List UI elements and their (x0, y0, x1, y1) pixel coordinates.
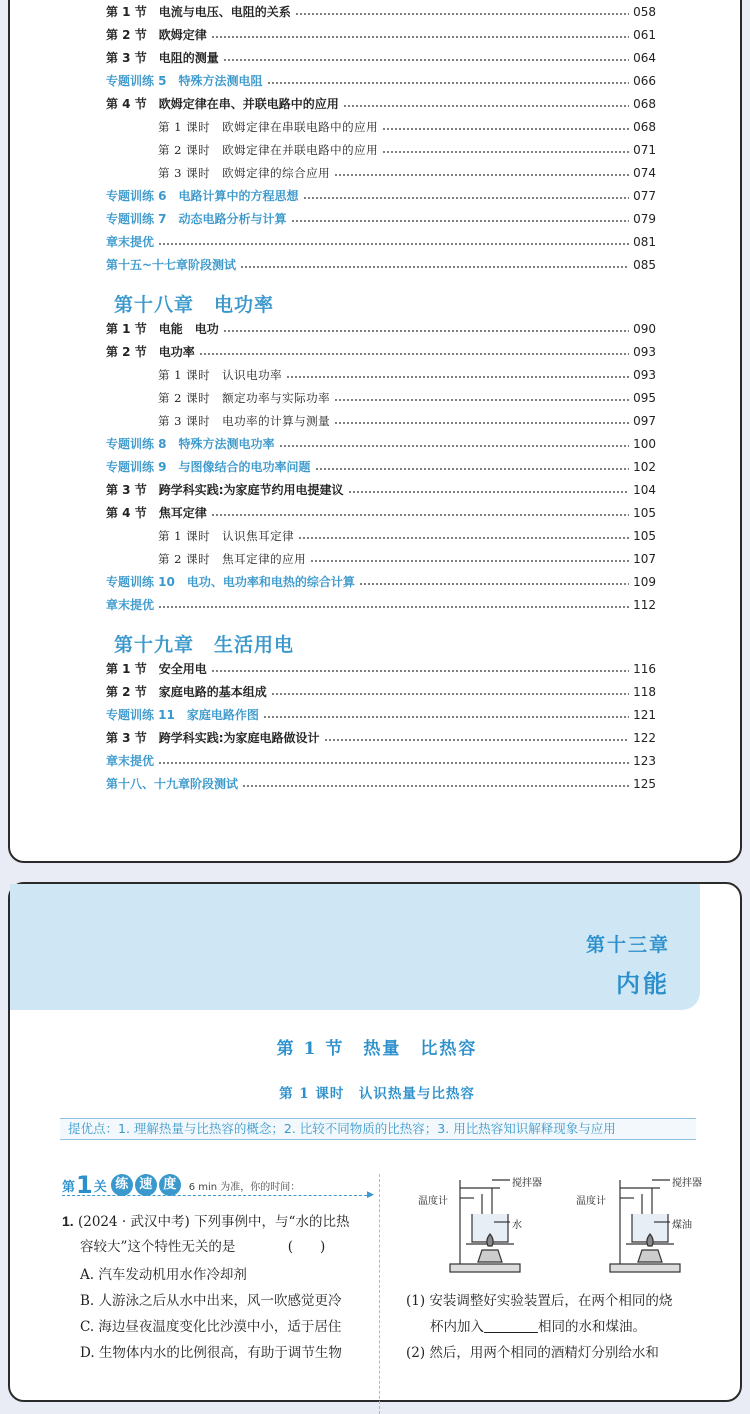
toc-entry[interactable] (158, 526, 656, 546)
dot-leader (359, 583, 629, 585)
toc-page-number: 064 (633, 51, 656, 65)
toc-page-number: 081 (633, 235, 656, 249)
dot-leader (382, 128, 629, 130)
dot-leader (158, 606, 629, 608)
toc-entry-title: 第 2 课时 欧姆定律在并联电路中的应用 (158, 143, 379, 157)
toc-entry-title: 专题训练 11 家庭电路作图 (106, 708, 259, 722)
toc-page-number: 066 (633, 74, 656, 88)
toc-page-number: 105 (633, 529, 656, 543)
toc-entry-title: 第 3 课时 欧姆定律的综合应用 (158, 166, 331, 180)
toc-entry-title: 章末提优 (106, 598, 155, 612)
toc-entry[interactable] (106, 319, 656, 339)
toc-page-number: 074 (633, 166, 656, 180)
toc-entry[interactable] (158, 549, 656, 569)
toc-page-number: 090 (633, 322, 656, 336)
toc-entry[interactable] (106, 705, 656, 725)
section-title: 第 1 节 热量 比热容 (276, 1039, 478, 1059)
toc-entry-title: 第 1 节 安全用电 (106, 662, 207, 676)
timing-note: 6 min 为准，你的时间： (188, 1181, 301, 1193)
toc-entry-title: 第十五~十七章阶段测试 (106, 258, 237, 272)
experiment-figure (418, 1174, 720, 1279)
toc-entry[interactable] (106, 209, 656, 229)
toc-entry[interactable] (106, 595, 656, 615)
speed-chip: 度 (159, 1174, 181, 1196)
column-divider (379, 1174, 380, 1414)
toc-page-number: 102 (633, 460, 656, 474)
dot-leader (211, 36, 629, 38)
toc-entry[interactable] (106, 728, 656, 748)
arrow-right-icon: ▶ (367, 1190, 374, 1200)
toc-page-number: 107 (633, 552, 656, 566)
toc-entry[interactable] (106, 434, 656, 454)
label-oil: 煤油 (672, 1220, 692, 1231)
fill-in-blank[interactable] (484, 1317, 538, 1333)
key-points-bar: 提优点：1. 理解热量与比热容的概念；2. 比较不同物质的比热容；3. 用比热容知识解释现象与应用 (60, 1118, 696, 1140)
toc-entry[interactable] (158, 388, 656, 408)
dot-leader (382, 151, 629, 153)
toc-entry-title: 第 2 节 电功率 (106, 345, 195, 359)
option-d: D. 生物体内水的比例很高，有助于调节生物 (80, 1345, 342, 1361)
question-stem-text: 容较大”这个特性无关的是 (80, 1239, 236, 1255)
question-stem-line1 (62, 1208, 349, 1235)
option-c: C. 海边昼夜温度变化比沙漠中小，适于居住 (80, 1319, 342, 1335)
toc-entry-title: 第 3 课时 电功率的计算与测量 (158, 414, 331, 428)
chapter-number: 第十三章 (585, 934, 670, 956)
content-page (8, 882, 742, 1402)
toc-entry-title: 第 2 课时 焦耳定律的应用 (158, 552, 307, 566)
dot-leader (334, 399, 629, 401)
dot-leader (158, 243, 629, 245)
dot-leader (199, 353, 629, 355)
toc-page-number: 109 (633, 575, 656, 589)
toc-entry-title: 章末提优 (106, 235, 155, 249)
dot-leader (286, 376, 629, 378)
dot-leader (223, 59, 629, 61)
toc-page-number: 071 (633, 143, 656, 157)
level-suffix: 关 (93, 1179, 107, 1195)
toc-entry[interactable] (158, 117, 656, 137)
question-stem-line2 (80, 1234, 325, 1260)
dot-leader (334, 174, 629, 176)
toc-entry-title: 专题训练 8 特殊方法测电功率 (106, 437, 275, 451)
toc-entry[interactable] (106, 71, 656, 91)
toc-page-number: 100 (633, 437, 656, 451)
dot-leader (343, 105, 629, 107)
toc-entry[interactable] (106, 232, 656, 252)
toc-entry[interactable] (106, 572, 656, 592)
toc-entry-title: 第 3 节 跨学科实践:为家庭电路做设计 (106, 731, 320, 745)
toc-page-number: 125 (633, 777, 656, 791)
chapter-heading: 第十九章 生活用电 (114, 634, 295, 656)
toc-entry-title: 第 2 课时 额定功率与实际功率 (158, 391, 331, 405)
option-a: A. 汽车发动机用水作冷却剂 (80, 1267, 247, 1283)
dot-leader (291, 220, 630, 222)
toc-entry[interactable] (158, 163, 656, 183)
dot-leader (223, 330, 629, 332)
dot-leader (267, 82, 630, 84)
toc-page-number: 093 (633, 345, 656, 359)
toc-page-number: 093 (633, 368, 656, 382)
toc-page-number: 079 (633, 212, 656, 226)
toc-entry[interactable] (106, 94, 656, 114)
toc-entry-title: 第 2 节 家庭电路的基本组成 (106, 685, 267, 699)
toc-entry[interactable] (106, 774, 656, 794)
toc-entry[interactable] (106, 480, 656, 500)
toc-entry-title: 第 4 节 焦耳定律 (106, 506, 207, 520)
toc-entry[interactable] (106, 48, 656, 68)
lesson-title: 第 1 课时 认识热量与比热容 (279, 1086, 475, 1102)
toc-entry[interactable] (106, 659, 656, 679)
toc-page (8, 0, 742, 863)
toc-entry-title: 专题训练 5 特殊方法测电阻 (106, 74, 263, 88)
dot-leader (298, 537, 629, 539)
toc-entry-title: 第 1 课时 认识电功率 (158, 368, 283, 382)
toc-entry[interactable] (106, 25, 656, 45)
option-b: B. 人游泳之后从水中出来，风一吹感觉更冷 (80, 1293, 342, 1309)
toc-entry-title: 第 1 课时 欧姆定律在串联电路中的应用 (158, 120, 379, 134)
label-thermometer: 温度计 (576, 1196, 606, 1207)
toc-entry-title: 第 3 节 跨学科实践:为家庭节约用电提建议 (106, 483, 344, 497)
chapter-banner (10, 884, 700, 1010)
toc-page-number: 097 (633, 414, 656, 428)
dot-leader (211, 514, 629, 516)
toc-entry-title: 第 2 节 欧姆定律 (106, 28, 207, 42)
dot-leader (324, 739, 630, 741)
toc-page-number: 122 (633, 731, 656, 745)
dot-leader (271, 693, 629, 695)
dot-leader (348, 491, 630, 493)
toc-entry[interactable] (106, 503, 656, 523)
level-number: 1 (76, 1171, 93, 1199)
toc-entry-title: 章末提优 (106, 754, 155, 768)
toc-page-number: 095 (633, 391, 656, 405)
toc-page-number: 077 (633, 189, 656, 203)
dashed-rule (62, 1195, 372, 1196)
toc-page-number: 116 (633, 662, 656, 676)
toc-entry-title: 第十八、十九章阶段测试 (106, 777, 239, 791)
toc-entry[interactable] (106, 682, 656, 702)
dot-leader (334, 422, 629, 424)
toc-page-number: 068 (633, 97, 656, 111)
toc-page-number: 104 (633, 483, 656, 497)
subquestion-1-line2 (430, 1314, 646, 1340)
toc-page-number: 085 (633, 258, 656, 272)
toc-page-number: 121 (633, 708, 656, 722)
label-stirrer: 搅拌器 (512, 1178, 542, 1189)
toc-entry-title: 专题训练 6 电路计算中的方程思想 (106, 189, 299, 203)
subquestion-1-line1: (1) 安装调整好实验装置后，在两个相同的烧 (406, 1293, 673, 1309)
toc-page-number: 118 (633, 685, 656, 699)
dot-leader (242, 785, 629, 787)
toc-page-number: 058 (633, 5, 656, 19)
toc-entry-title: 第 3 节 电阻的测量 (106, 51, 219, 65)
subquestion-2-line1: (2) 然后，用两个相同的酒精灯分别给水和 (406, 1345, 659, 1361)
toc-entry[interactable] (106, 2, 656, 22)
toc-entry-title: 第 1 节 电流与电压、电阻的关系 (106, 5, 291, 19)
toc-page-number: 123 (633, 754, 656, 768)
label-thermometer: 温度计 (418, 1196, 448, 1207)
toc-entry-title: 专题训练 7 动态电路分析与计算 (106, 212, 287, 226)
dot-leader (295, 13, 629, 15)
dot-leader (240, 266, 629, 268)
dot-leader (279, 445, 630, 447)
level-prefix: 第 (62, 1179, 76, 1195)
toc-entry[interactable] (106, 751, 656, 771)
dot-leader (303, 197, 630, 199)
toc-entry[interactable] (106, 457, 656, 477)
toc-entry[interactable] (158, 365, 656, 385)
subquestion-text: 相同的水和煤油。 (538, 1319, 646, 1335)
subquestion-text: 杯内加入 (430, 1319, 484, 1335)
dot-leader (211, 670, 629, 672)
toc-entry-title: 第 4 节 欧姆定律在串、并联电路中的应用 (106, 97, 339, 111)
question-stem-text: (2024 · 武汉中考) 下列事例中，与“水的比热 (77, 1214, 350, 1230)
toc-entry[interactable] (106, 342, 656, 362)
toc-entry-title: 专题训练 9 与图像结合的电功率问题 (106, 460, 311, 474)
toc-entry-title: 第 1 节 电能 电功 (106, 322, 219, 336)
toc-page-number: 105 (633, 506, 656, 520)
label-water: 水 (512, 1220, 522, 1231)
toc-entry[interactable] (158, 140, 656, 160)
toc-entry-title: 专题训练 10 电功、电功率和电热的综合计算 (106, 575, 355, 589)
dot-leader (263, 716, 629, 718)
speed-chip: 练 (111, 1174, 133, 1196)
chapter-title: 内能 (616, 970, 670, 998)
toc-page-number: 061 (633, 28, 656, 42)
toc-entry[interactable] (106, 186, 656, 206)
chapter-heading: 第十八章 电功率 (114, 294, 275, 316)
label-stirrer: 搅拌器 (672, 1178, 702, 1189)
dot-leader (315, 468, 630, 470)
toc-entry-title: 第 1 课时 认识焦耳定律 (158, 529, 295, 543)
toc-entry[interactable] (106, 255, 656, 275)
answer-parentheses[interactable]: ( ) (287, 1239, 326, 1255)
toc-entry[interactable] (158, 411, 656, 431)
question-number: 1. (62, 1213, 74, 1229)
dot-leader (158, 762, 629, 764)
dot-leader (310, 560, 629, 562)
toc-page-number: 068 (633, 120, 656, 134)
toc-page-number: 112 (633, 598, 656, 612)
speed-chip: 速 (135, 1174, 157, 1196)
